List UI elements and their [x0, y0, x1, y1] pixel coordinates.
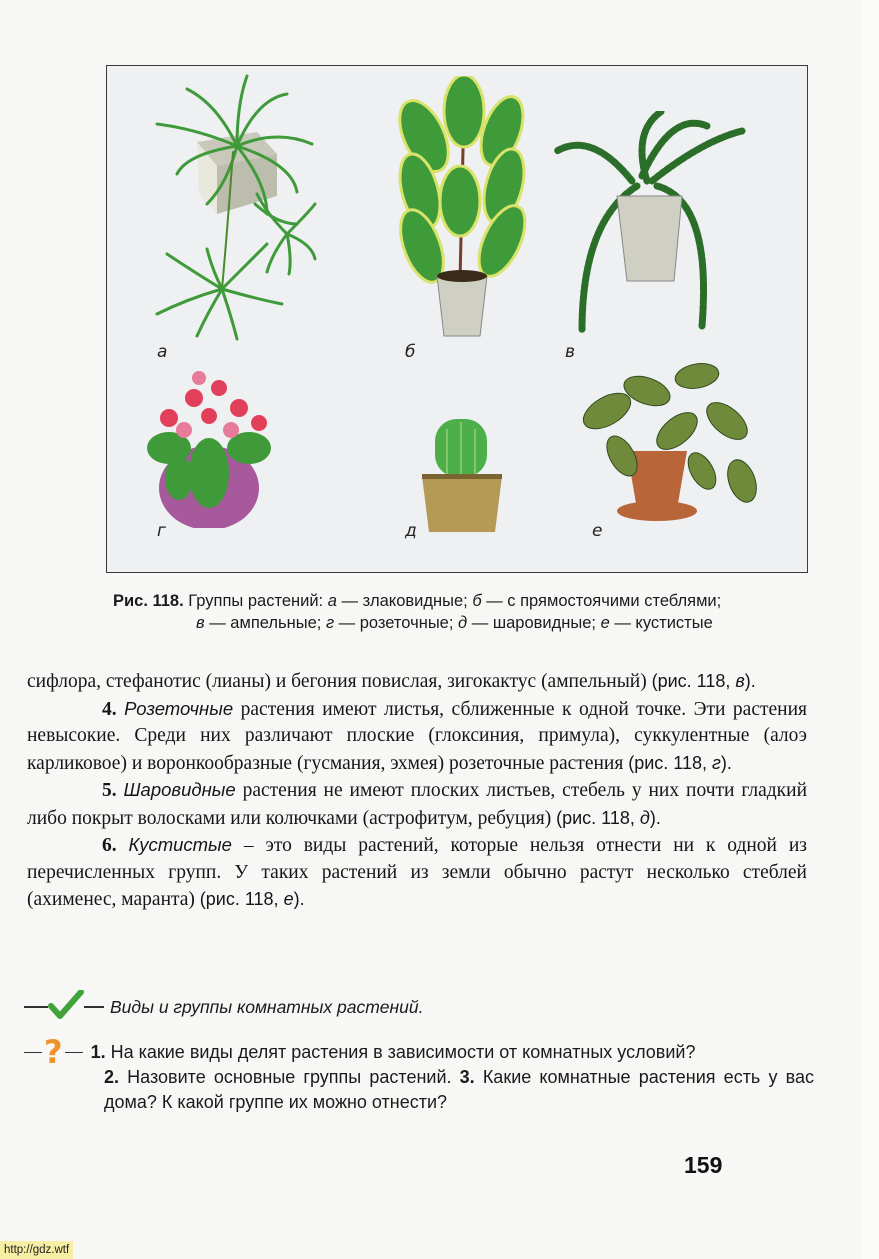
body-text: [27, 668, 807, 914]
questions-dash: [24, 1052, 42, 1054]
questions-rest: [24, 1065, 814, 1115]
question-number: 1.: [90, 1042, 106, 1062]
plant-label-e: е: [592, 521, 603, 541]
figure-caption: [113, 590, 803, 634]
ref-letter: е: [283, 889, 294, 909]
figure-reference: [556, 808, 661, 828]
caption-letter-v: в: [196, 614, 205, 632]
plant-v-hanging-fern: [552, 111, 752, 341]
caption-fig-ref: Рис. 118.: [113, 592, 184, 610]
ref-letter: д: [639, 807, 650, 828]
caption-text-v: — ампельные;: [209, 614, 322, 632]
ref-letter: в: [735, 671, 745, 691]
summary-text: Виды и группы комнатных растений.: [110, 996, 424, 1017]
plant-label-g: г: [157, 521, 166, 541]
figure-reference: [628, 753, 732, 773]
question-mark-icon: ?: [44, 1033, 63, 1071]
question-text: Какие комнатные растения есть у вас дома? К какой группе их можно отнести?: [104, 1067, 814, 1112]
ref-letter: г: [711, 752, 721, 773]
question-number: 3.: [459, 1067, 475, 1087]
figure-reference: [652, 671, 756, 691]
page-number: 159: [684, 1152, 723, 1178]
caption-text-g: — розеточные;: [338, 614, 454, 632]
watermark-link[interactable]: http://gdz.wtf: [0, 1241, 73, 1259]
paragraph-globular: [27, 777, 807, 832]
plant-g-primula: [139, 368, 289, 528]
questions-first-line: [24, 1033, 814, 1071]
caption-letter-d: д: [458, 614, 468, 632]
paragraph-text: сифлора, стефанотис (лианы) и бегония повислая, зигокактус (ампельный): [27, 671, 647, 692]
questions-block: [24, 1033, 814, 1115]
paragraph-continuation: [27, 668, 807, 696]
paragraph-rosette: [27, 696, 807, 778]
term: Шаровидные: [123, 779, 236, 800]
plant-e-maranta: [577, 361, 767, 541]
caption-letter-b: б: [472, 592, 482, 610]
term: Розеточные: [124, 697, 234, 719]
checkmark-icon: [48, 990, 84, 1024]
plant-label-d: д: [405, 521, 417, 541]
caption-letter-a: а: [327, 592, 337, 610]
paragraph-text: – это виды растений, которые нельзя отнести ни к одной из перечисленных групп. У таких растений из земли обычно растут несколько стеблей (ахименес, маранта): [27, 835, 807, 910]
caption-letter-e: е: [600, 614, 610, 632]
caption-text-a: — злаковидные;: [341, 592, 468, 610]
paragraph-text: растения не имеют плоских листьев, стебель у них почти гладкий либо покрыт волосками или колючками (астрофитум, ребуция): [27, 780, 808, 829]
plant-label-v: в: [565, 342, 576, 362]
caption-intro: Группы растений:: [188, 592, 324, 610]
ref-text: (рис. 118,: [199, 889, 284, 909]
plant-label-a: а: [157, 342, 168, 362]
plant-label-b: б: [405, 342, 416, 362]
ref-end: ).: [649, 807, 661, 828]
plant-a-spider-plant: [137, 74, 317, 344]
term: Кустистые: [128, 834, 232, 855]
question-2: [104, 1067, 460, 1087]
caption-letter-g: г: [325, 614, 335, 632]
summary-dash: [84, 1006, 104, 1008]
page-edge: [861, 0, 879, 1259]
ref-text: (рис. 118,: [556, 807, 640, 828]
caption-text-e: — кустистые: [614, 614, 713, 632]
paragraph-text: растения имеют листья, сближенные к одной точке. Эти растения невысокие. Среди них различают плоские (глоксиния, примула), суккулентные (алоэ карликовое) и воронкообразные (гусмания, эхмея) розеточные растения: [27, 698, 807, 774]
caption-text-b: — с прямостоячими стеблями;: [486, 592, 722, 610]
question-1: [91, 1040, 696, 1065]
ref-end: ).: [293, 889, 305, 909]
figure-118: [106, 65, 808, 573]
question-number: 2.: [104, 1067, 120, 1087]
item-number: 4.: [102, 698, 117, 720]
ref-end: ).: [744, 671, 756, 691]
summary-block: [24, 992, 423, 1022]
ref-text: (рис. 118,: [628, 752, 712, 773]
paragraph-bushy: [27, 832, 807, 914]
caption-text-d: — шаровидные;: [471, 614, 596, 632]
question-text: На какие виды делят растения в зависимости от комнатных условий?: [105, 1042, 696, 1062]
item-number: 5.: [102, 780, 117, 801]
item-number: 6.: [102, 835, 117, 856]
plant-d-cactus: [417, 414, 507, 534]
plant-b-rubber-plant: [382, 76, 542, 341]
ref-end: ).: [720, 752, 732, 773]
figure-reference: [200, 889, 305, 909]
questions-dash: [65, 1052, 83, 1054]
question-text: Назовите основные группы растений.: [119, 1067, 460, 1087]
summary-dash: [24, 1006, 48, 1008]
ref-text: (рис. 118,: [651, 671, 736, 691]
